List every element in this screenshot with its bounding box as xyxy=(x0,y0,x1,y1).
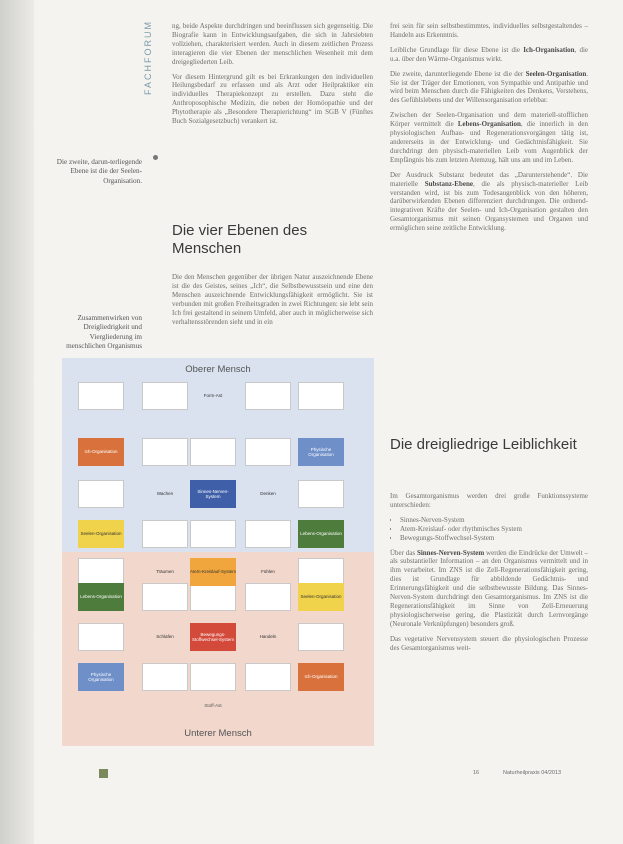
journal-name: Naturheilpraxis 04/2013 xyxy=(503,770,562,776)
text: Leibliche Grundlage für diese Ebene ist die xyxy=(390,45,524,54)
grid-cell-empty xyxy=(298,382,344,410)
grid-cell-empty xyxy=(190,520,236,548)
grid-cell-empty xyxy=(245,520,291,548)
column-2-lower xyxy=(390,492,588,758)
diagram-box-traeumen: Träumen xyxy=(156,569,174,575)
diagram-box-stoff: Stoff-Ast xyxy=(204,703,222,708)
col2-paragraph-8: Das vegetative Nervensystem steuert die physiologischen Prozesse des Gesamtorganismus weit- xyxy=(390,634,588,652)
grid-cell-empty xyxy=(78,382,124,410)
col1-heading: Die vier Ebenen des Menschen xyxy=(172,222,308,257)
diagram-box-ich-org-bot: Ich-Organisation xyxy=(298,663,344,691)
grid-cell-empty xyxy=(142,520,188,548)
diagram-box-lebens-bot: Lebens-Organisation xyxy=(78,583,124,611)
page-number: 16 xyxy=(473,770,480,776)
text: werden die Eindrücke der Umwelt – als substantieller Information – an den Organismus vermittelt und in ihm verarbeitet. Im ZNS ist die Zell-Regenerationsfähigkeit gering, dies ist Grundlage für abbildende Gedächtnis- und Erinnerungsfähigkeit und die selbstbewusste Bildung. Das Sinnes-Nerven-System durchdringt den Gesamtorganismus. Im ZNS ist die Regenerationsfähigkeit im Sinne von Zell-Erneuerung physiologischerweise gering, die Plastizität durch Lernvorgänge (Neuronale Verknüpfungen) besonders groß. xyxy=(390,548,588,628)
grid-cell-empty xyxy=(298,480,344,508)
list-item: • Bewegungs-Stoffwechsel-System xyxy=(400,534,588,543)
diagram-box-bewegung: Bewegungs-Stoffwechsel-System xyxy=(190,623,236,651)
col2-paragraph-5 xyxy=(390,171,588,233)
bold-term: Sinnes-Nerven-System xyxy=(416,548,485,557)
grid-cell-empty xyxy=(142,438,188,466)
col1-paragraph-1: ng, beide Aspekte durchdringen und beeinflussen sich gegenseitig. Die Biografie kann in Entwicklungsaufgaben, die sich in Jahrsiebten vollziehen, charakterisiert werden. Auch in diesem zeitlichen Prozess interagieren die vier Ebenen der menschlichen Wesenheit mit dem dreigegliederten Leib. xyxy=(172,22,373,66)
grid-cell-empty xyxy=(190,583,236,611)
diagram-box-denken: Denken xyxy=(260,491,276,497)
grid-cell-empty xyxy=(245,438,291,466)
col2-paragraph-2 xyxy=(390,46,588,64)
col2-paragraph-4 xyxy=(390,111,588,164)
diagram-box-wachen: Wachen xyxy=(156,491,174,497)
bullet-dot xyxy=(153,155,158,160)
col2-paragraph-6: Im Gesamtorganismus werden drei große Funktionssysteme unterschieden: xyxy=(390,492,588,509)
diagram-box-sinnes: Sinnes-Nerven-System xyxy=(190,480,236,508)
system-list xyxy=(390,516,588,543)
text: , die u.a. über den Wärme-Organismus wirkt. xyxy=(390,45,588,63)
text: . Sie ist der Träger der Emotionen, von Sympathie und Antipathie und wird beim Menschen durch die Fähigkeiten des Denkens, Verstehens, des Gefühlslebens und der Willensorganisation erlebbar. xyxy=(390,69,588,105)
diagram-box-seelen-bot: Seelen-Organisation xyxy=(298,583,344,611)
text: Zwischen der Seelen-Organisation und dem materiell-stofflichen Körper vermittelt die xyxy=(390,111,588,129)
text: Die zweite, darunterliegende Ebene ist die der xyxy=(390,69,526,78)
bold-term: Lebens-Organisation xyxy=(457,120,521,129)
diagram-box-seelen-top: Seelen-Organisation xyxy=(78,520,124,548)
column-2 xyxy=(390,22,588,239)
text: , die innerlich in den physiologischen Aufbau- und Regenerationsvorgängen tätig ist, andererseits in der Entwicklung- und Gedächtnisfähigkeit. Sie durchdringt den physisch-materiellen Leib vom Augenblick der Empfängnis bis zum letzten Atemzug, hält uns am und im Leben. xyxy=(390,120,588,164)
grid-cell-empty xyxy=(245,382,291,410)
text: Der Ausdruck Substanz bedeutet das „Darunterstehende“. Die materielle xyxy=(390,170,588,188)
list-item: • Sinnes-Nerven-System xyxy=(400,516,588,525)
diagram-box-schlafen: Schlafen xyxy=(156,634,174,640)
upper-label: Oberer Mensch xyxy=(185,364,251,375)
bold-term: Substanz-Ebene xyxy=(424,179,473,188)
grid-cell-empty xyxy=(142,382,188,410)
grid-cell-empty xyxy=(245,583,291,611)
diagram-box-ich-org: Ich-Organisation xyxy=(78,438,124,466)
col2-paragraph-7 xyxy=(390,549,588,629)
col2-paragraph-1: frei sein für sein selbstbestimmtes, individuelles selbstgestaltendes – Handeln aus Erkenntnis. xyxy=(390,22,588,39)
organism-diagram xyxy=(62,358,374,746)
col1-paragraph-3: Die den Menschen gegenüber der übrigen Natur auszeichnende Ebene ist die des Geistes, seines „Ich“, die Selbstbewusstsein und eine den Menschen auszeichnende Entwicklungsfähigkeit ermöglicht. Sie ist verbunden mit großen Freiheitsgraden in zwei Richtungen: sie lebt sein Ich frei gestaltend in seinem Umfeld, aber auch in möglicherweise sich verhaltensstörenden sieht und in ein xyxy=(172,273,373,326)
sidebar-note-1: Die zweite, darun-terliegende Ebene ist die der Seelen-Organisation. xyxy=(56,158,142,185)
section-label: FACHFORUM xyxy=(143,20,153,95)
grid-cell-empty xyxy=(142,583,188,611)
diagram-box-phys-org-top: Physische Organisation xyxy=(298,438,344,466)
grid-cell-empty xyxy=(245,663,291,691)
bold-term: Seelen-Organisation xyxy=(525,69,587,78)
diagram-box-atem: Atem-Kreislauf-System xyxy=(190,558,236,586)
sidebar-note-2: Zusammenwirken von Dreigliedrigkeit und Viergliederung im menschlichen Organismus xyxy=(66,314,142,351)
grid-cell-empty xyxy=(142,663,188,691)
grid-cell-empty xyxy=(190,663,236,691)
diagram-box-form: Form-Ast xyxy=(203,393,223,399)
grid-cell-empty xyxy=(298,558,344,586)
page-marker xyxy=(99,769,108,778)
col1-paragraph-2: Vor diesem Hintergrund gilt es bei Erkrankungen den individuellen Heilungsbedarf zu erfassen und als Arzt oder Heilpraktiker ein individuelles Therapiekonzept zu erstellen. Dazu steht die Anthroposophische Medizin, die neben der Homöopathie und der Phytotherapie als „Besondere Therapierichtung“ im SGB V (Fünftes Buch Sozialgesetzbuch) verankert ist. xyxy=(172,72,373,126)
diagram-box-phys-org-bot: Physische Organisation xyxy=(78,663,124,691)
list-item: • Atem-Kreislauf- oder rhythmisches System xyxy=(400,525,588,534)
grid-cell-empty xyxy=(78,558,124,586)
diagram-box-handeln: Handeln xyxy=(259,634,277,640)
column-1 xyxy=(172,22,373,132)
bold-term: Ich-Organisation xyxy=(523,45,575,54)
diagram-box-lebens-top: Lebens-Organisation xyxy=(298,520,344,548)
text: , die als physisch-materieller Leib verstanden wird, ist bis zum Todesaugenblick von den höheren, darüberwirkenden Ebenen differenziert durchdrungen. Die ordnend-integrativen Kräfte der Seelen- und Ich-Organisation gestalten den Gesamtorganismus mit seinen Organsystemen und Organen und ermöglichen seine zeitliche Entwicklung. xyxy=(390,179,588,233)
col2-paragraph-3 xyxy=(390,70,588,106)
page-edge-shadow xyxy=(0,0,34,844)
column-1-lower xyxy=(172,273,373,355)
lower-label: Unterer Mensch xyxy=(184,728,252,739)
grid-cell-empty xyxy=(78,623,124,651)
diagram-box-fuehlen: Fühlen xyxy=(261,569,275,575)
col2-heading: Die dreigliedrige Leiblichkeit xyxy=(390,436,577,453)
grid-cell-empty xyxy=(190,438,236,466)
grid-cell-empty xyxy=(298,623,344,651)
text: Über das xyxy=(390,548,417,557)
grid-cell-empty xyxy=(78,480,124,508)
